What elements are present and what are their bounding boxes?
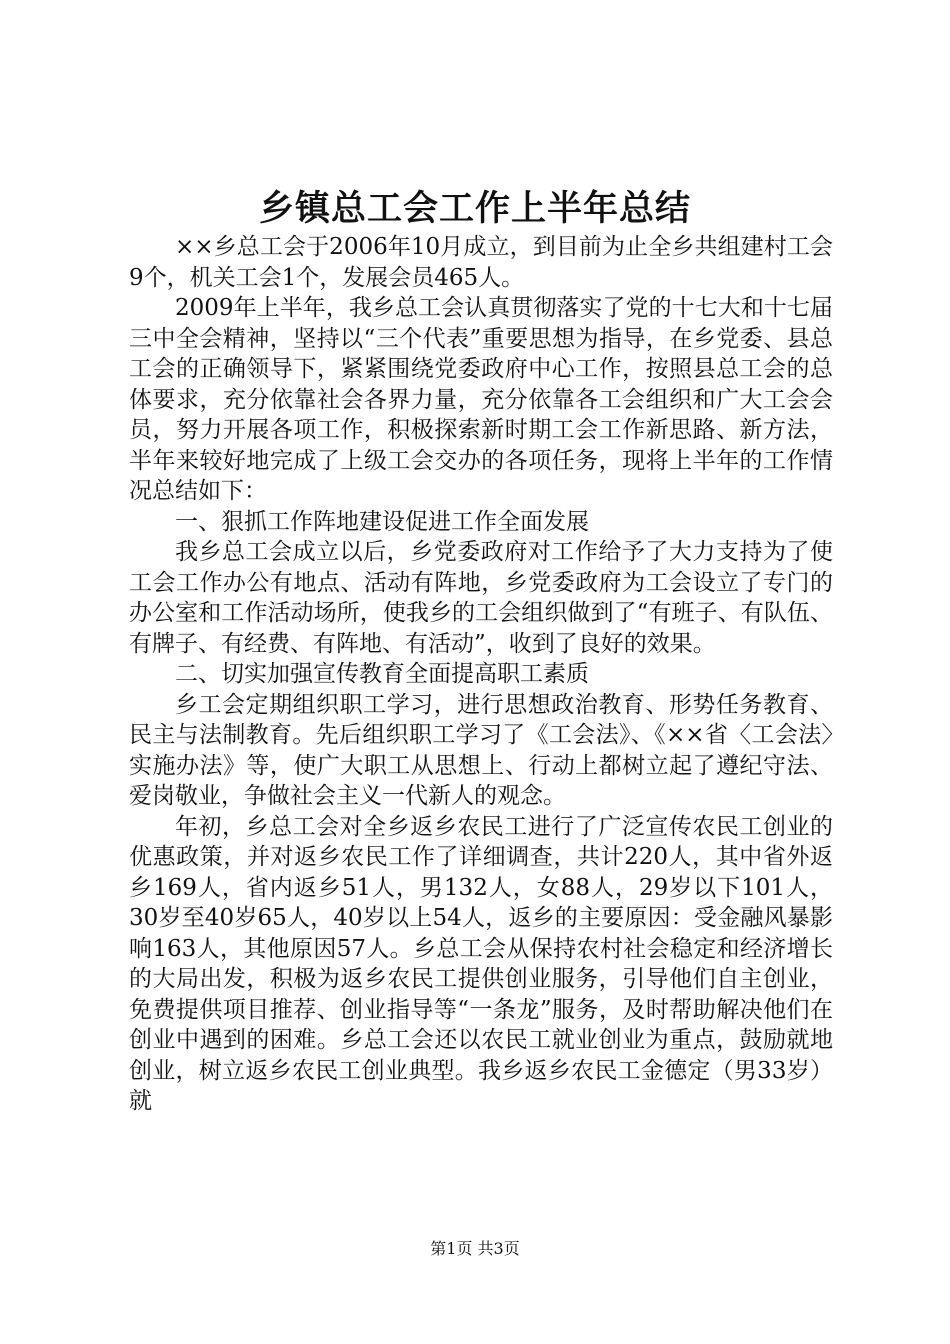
paragraph: 年初，乡总工会对全乡返乡农民工进行了广泛宣传农民工创业的优惠政策，并对返乡农民工作了详细调查，共计220人，其中省外返乡169人，省内返乡51人，男132人，女88人，29岁以下101人，30岁至40岁65人，40岁以上54人，返乡的主要原因：受金融风暴影响163人，其他原因57人。乡总工会从保持农村社会稳定和经济增长的大局出发，积极为返乡农民工提供创业服务，引导他们自主创业，免费提供项目推荐、创业指导等“一条龙”服务，及时帮助解决他们在创业中遇到的困难。乡总工会还以农民工就业创业为重点，鼓励就地创业，树立返乡农民工创业典型。我乡返乡农民工金德定（男33岁）就 <box>129 813 833 1114</box>
section-heading: 二、切实加强宣传教育全面提高职工素质 <box>175 661 589 687</box>
document-body <box>129 232 833 1117</box>
paragraph: 2009年上半年，我乡总工会认真贯彻落实了党的十七大和十七届三中全会精神，坚持以“三个代表”重要思想为指导，在乡党委、县总工会的正确领导下，紧紧围绕党委政府中心工作，按照县总工会的总体要求，充分依靠社会各界力量，充分依靠各工会组织和广大工会会员，努力开展各项工作，积极探索新时期工会工作新思路、新方法，半年来较好地完成了上级工会交办的各项任务，现将上半年的工作情况总结如下： <box>129 295 833 504</box>
paragraph: ××乡总工会于2006年10月成立，到目前为止全乡共组建村工会9个，机关工会1个，发展会员465人。 <box>129 234 833 291</box>
document-title: 乡镇总工会工作上半年总结 <box>258 189 691 229</box>
paragraph: 我乡总工会成立以后，乡党委政府对工作给予了大力支持为了使工会工作办公有地点、活动有阵地，乡党委政府为工会设立了专门的办公室和工作活动场所，使我乡的工会组织做到了“有班子、有队伍、有牌子、有经费、有阵地、有活动”，收到了良好的效果。 <box>129 539 833 657</box>
page-footer: 第1页 共3页 <box>430 1239 520 1258</box>
section-heading: 一、狠抓工作阵地建设促进工作全面发展 <box>175 508 589 535</box>
paragraph: 乡工会定期组织职工学习，进行思想政治教育、形势任务教育、民主与法制教育。先后组织职工学习了《工会法》、《××省〈工会法〉实施办法》等，使广大职工从思想上、行动上都树立起了遵纪守法、爱岗敬业，争做社会主义一代新人的观念。 <box>129 691 833 809</box>
